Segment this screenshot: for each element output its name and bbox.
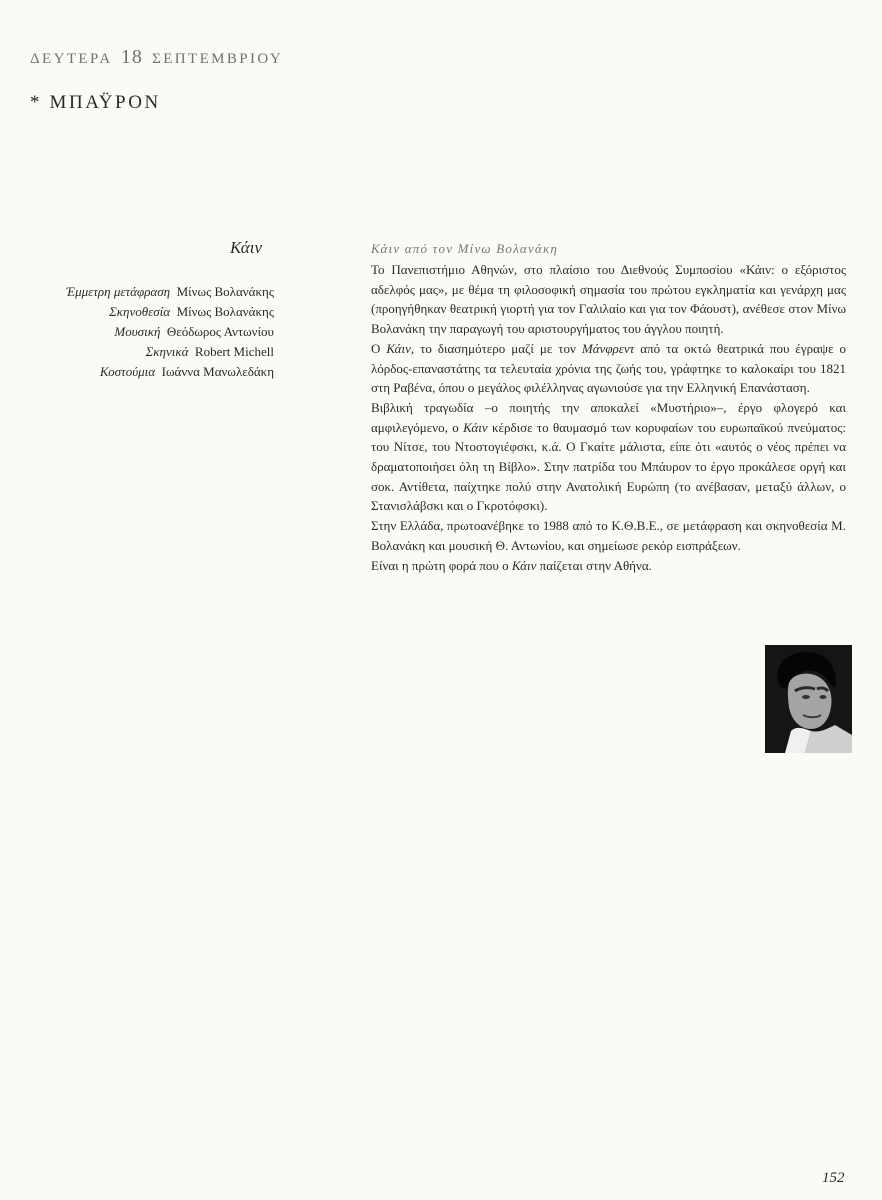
article-paragraph: Στην Ελλάδα, πρωτοανέβηκε το 1988 από το Κ.Θ.Β.Ε., σε μετάφραση και σκηνοθεσία Μ. Βολανάκη και μουσική Θ. Αντωνίου, και σημείωσε ρεκόρ εισπράξεων.	[371, 518, 846, 553]
credit-name: Μίνως Βολανάκης	[176, 284, 274, 299]
credit-name: Ιωάννα Μανωλεδάκη	[161, 364, 274, 379]
italic-title: Κάιν	[386, 340, 411, 356]
text-run: από τα οκτώ θεατρικά που έγραψε ο λόρδος-επαναστάτης τα τελευταία χρόνια της ζωής του, γράφτηκε το καλοκαίρι του 1821 στη Ραβένα, όπου ο μεγάλος φιλέλληνας αγωνιούσε για την Ελληνική Επανάσταση.	[371, 340, 847, 396]
article-paragraph	[371, 339, 846, 398]
credit-row	[0, 322, 274, 342]
header-day: ΔΕΥΤΕΡΑ	[30, 51, 112, 67]
credit-role: Σκηνοθεσία	[109, 304, 171, 319]
italic-title: Μάνφρεντ	[581, 340, 635, 356]
credit-role: Μουσική	[114, 324, 161, 339]
italic-title: Κάιν	[463, 419, 488, 435]
credit-role: Κοστούμια	[99, 364, 156, 379]
article-heading: Κάιν από τον Μίνω Βολανάκη	[371, 241, 559, 256]
article-paragraph: Το Πανεπιστήμιο Αθηνών, στο πλαίσιο του Διεθνούς Συμποσίου «Κάιν: ο εξόριστος αδελφός μας», με θέμα τη φιλοσοφική σημασία του πρώτου εγκληματία και γενάρχη μας (προηγήθηκαν θεατρική γιορτή για τον Γαλιλαίο και για τον Φάουστ), ανέθεσε στον Μίνω Βολανάκη την παραγωγή του αριστουργήματος του άγγλου ποιητή.	[371, 262, 846, 337]
page-number: 152	[822, 1170, 845, 1186]
credit-name: Μίνως Βολανάκης	[176, 304, 274, 319]
italic-title: Κάιν	[511, 557, 537, 573]
credit-row	[0, 342, 274, 362]
credit-role: Σκηνικά	[145, 344, 189, 359]
text-run: Ο	[371, 340, 387, 356]
portrait-photo-icon	[765, 645, 852, 753]
text-run: Βιβλική τραγωδία –ο ποιητής την αποκαλεί «Μυστήριο»–, έργο φλογερό και αμφιλεγόμενο, ο	[371, 399, 846, 435]
header-month: ΣΕΠΤΕΜΒΡΙΟΥ	[152, 51, 284, 67]
work-title: Κάιν	[229, 238, 262, 257]
header-day-number: 18	[120, 46, 143, 68]
credit-row	[0, 302, 274, 322]
credits-list	[0, 282, 274, 382]
article-paragraph	[371, 556, 846, 576]
article-paragraph	[371, 398, 846, 516]
text-run: κέρδισε το θαυμασμό των κορυφαίων του ευρωπαϊκού πνεύματος: του Νίτσε, του Ντοστογιέφσκι, κ.ά. Ο Γκαίτε μάλιστα, είπε ότι «αυτός ο νέος πρέπει να δραματοποιήσει όλη τη Βίβλο». Στην πατρίδα του Μπάυρον το έργο προκάλεσε οργή και σοκ. Αντίθετα, παίχτηκε πολύ στην Ανατολική Ευρώπη (το ανέβασαν, μεταξύ άλλων, ο Στανισλάβσκι και ο Γκροτόφσκι).	[371, 419, 846, 514]
portrait-drawing	[765, 645, 852, 753]
credit-row	[0, 362, 274, 382]
credit-role: Έμμετρη μετάφραση	[66, 284, 171, 299]
header-date	[30, 46, 283, 69]
article-body	[371, 260, 846, 575]
page-title: * ΜΠΑΫΡΟΝ	[30, 92, 161, 113]
credit-row	[0, 282, 274, 302]
text-run: Είναι η πρώτη φορά που ο	[371, 557, 512, 573]
credit-name: Θεόδωρος Αντωνίου	[166, 324, 274, 339]
credit-name: Robert Michell	[194, 344, 274, 359]
text-run: , το διασημότερο μαζί με τον	[410, 340, 582, 356]
text-run: παίζεται στην Αθήνα.	[536, 557, 652, 573]
